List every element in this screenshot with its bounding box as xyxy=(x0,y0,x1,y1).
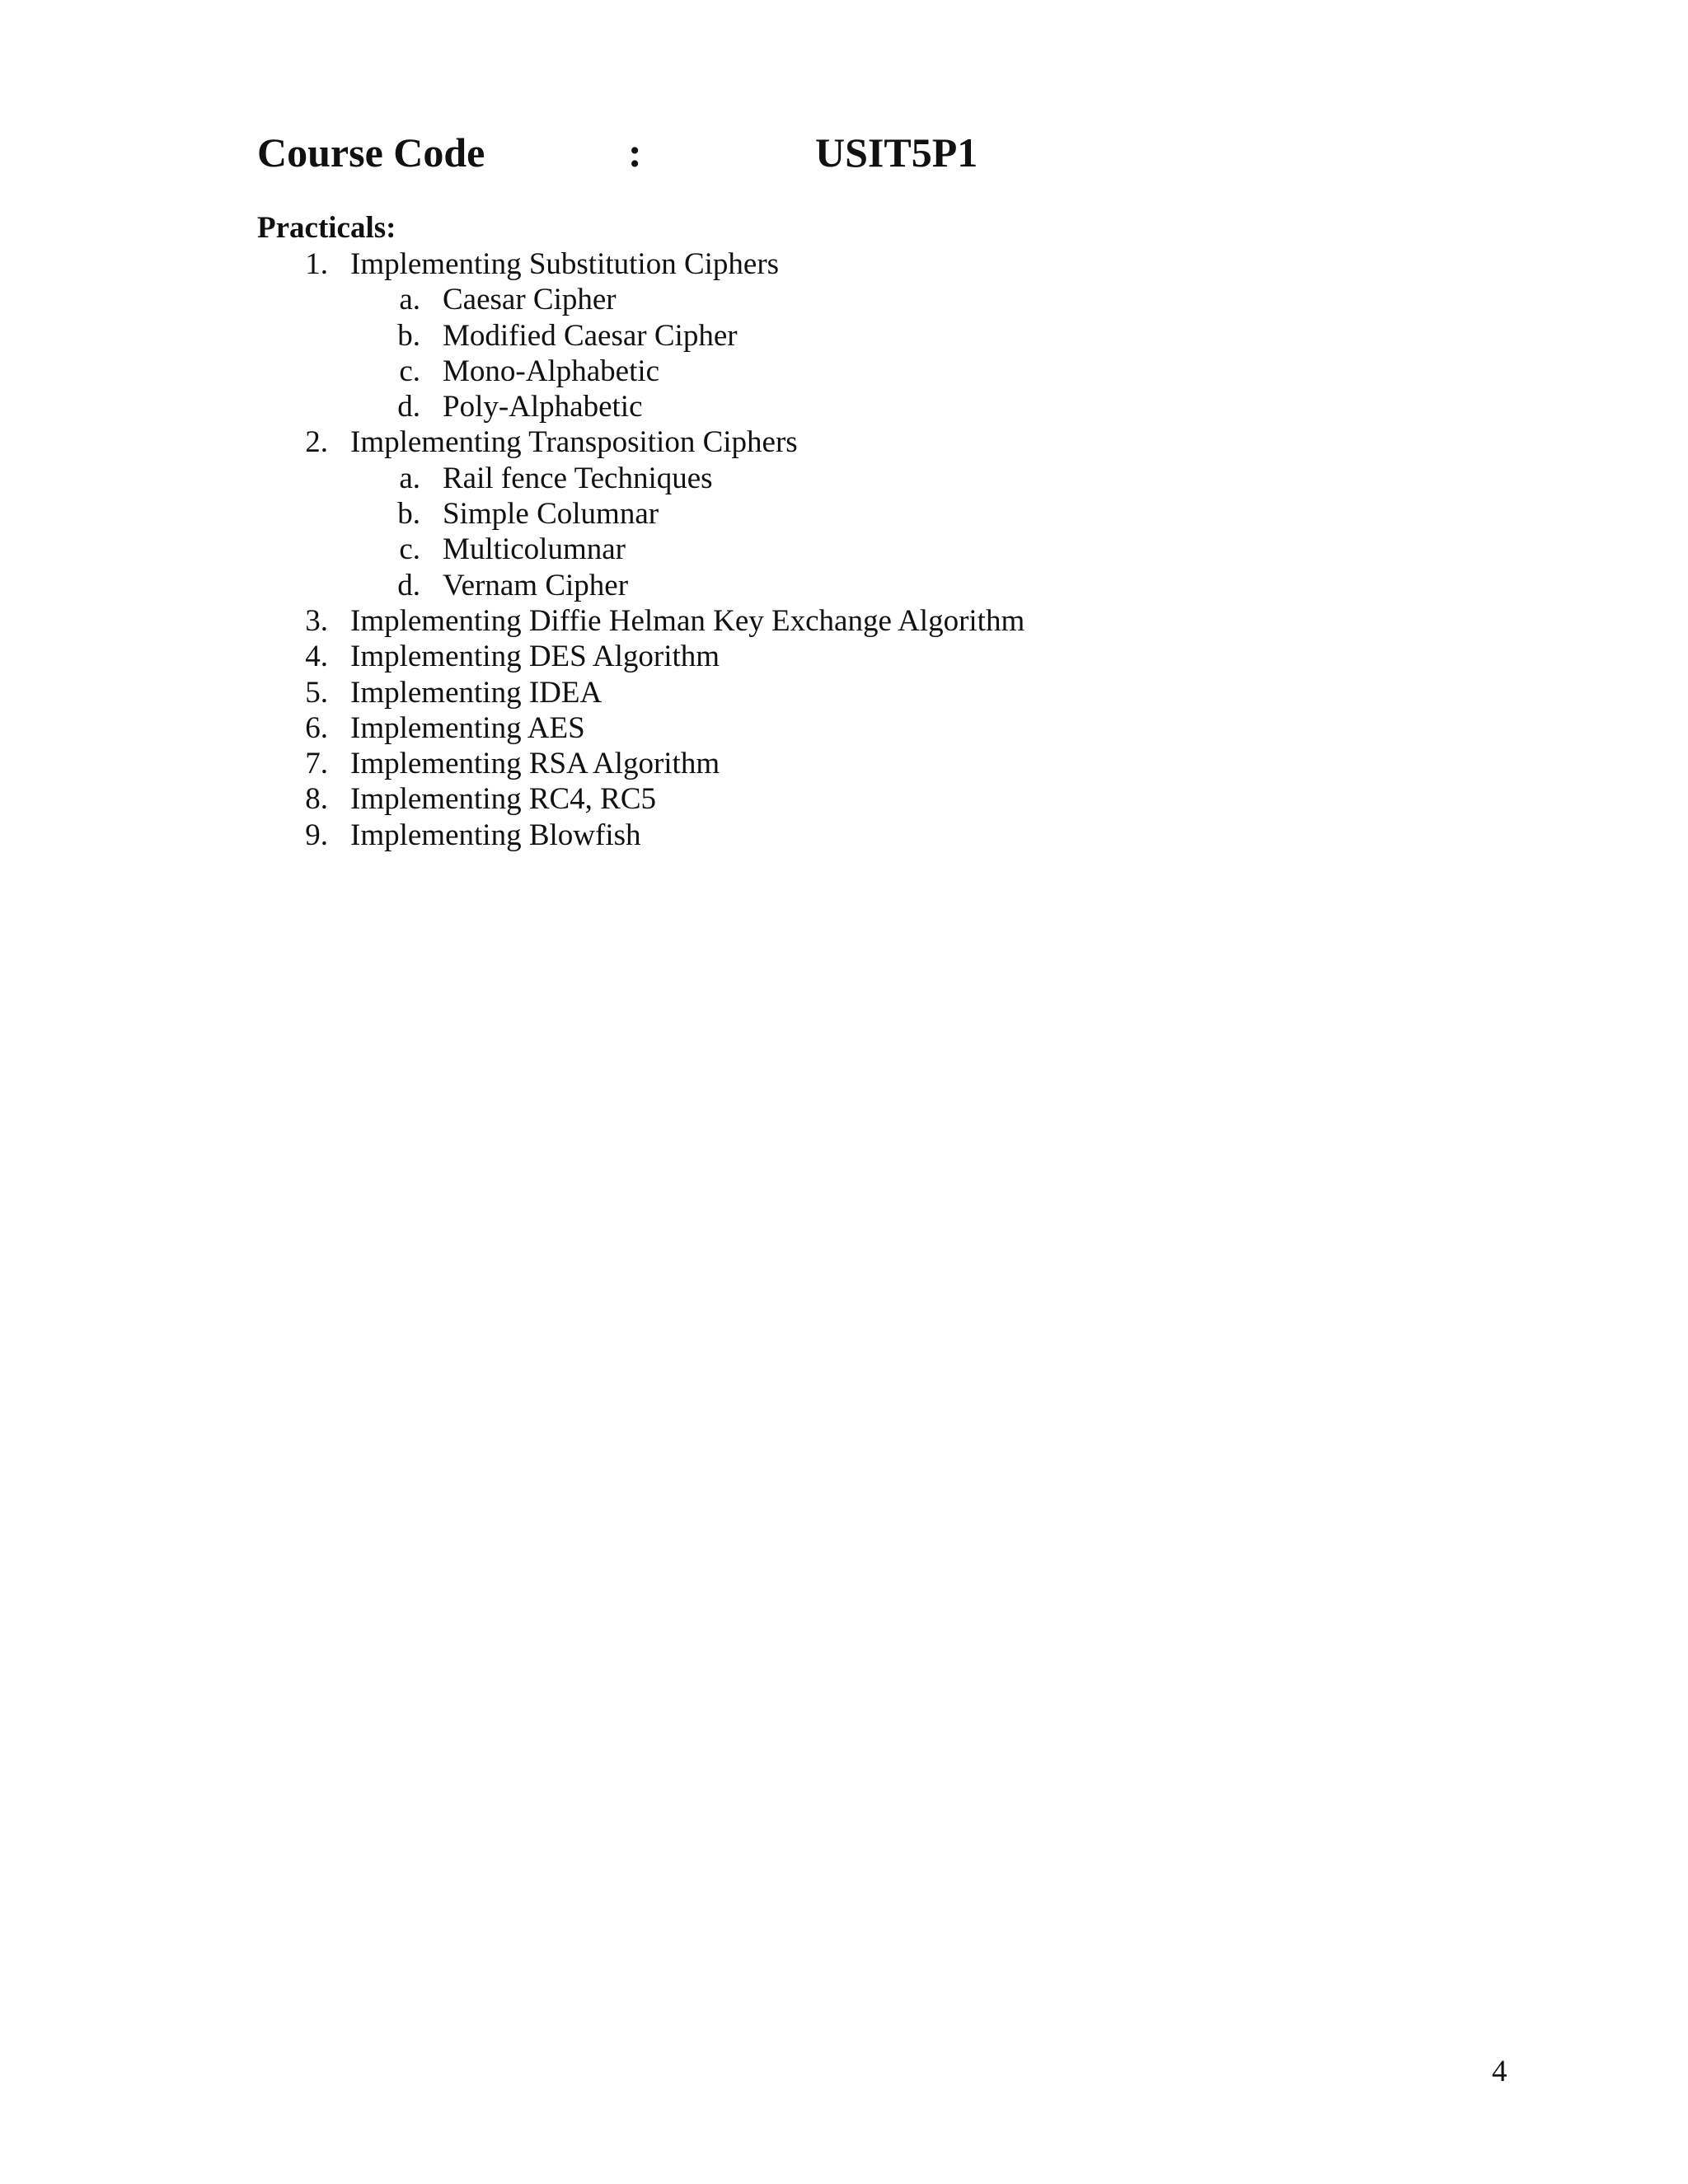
sub-list-item-text: Vernam Cipher xyxy=(443,568,629,602)
sub-list-item xyxy=(0,532,1688,567)
sub-list-item xyxy=(0,568,1688,603)
list-item-text: Implementing IDEA xyxy=(350,675,603,710)
list-item xyxy=(0,746,1688,781)
list-item-text: Implementing RSA Algorithm xyxy=(350,747,720,781)
list-item-text: Implementing Transposition Ciphers xyxy=(350,425,798,460)
sub-list-item xyxy=(0,354,1688,389)
practicals-heading: Practicals: xyxy=(257,211,396,245)
sub-list-item-text: Caesar Cipher xyxy=(443,283,617,317)
sub-list-item-text: Simple Columnar xyxy=(443,497,659,532)
course-code-value: USIT5P1 xyxy=(815,129,978,176)
list-item xyxy=(0,818,1688,853)
sub-list-item-text: Poly-Alphabetic xyxy=(443,390,643,424)
course-code-colon: : xyxy=(628,129,642,176)
list-item xyxy=(0,710,1688,746)
sub-list-item-letter: a. xyxy=(399,461,420,495)
sub-list-item-text: Multicolumnar xyxy=(443,532,626,567)
sub-list-item xyxy=(0,318,1688,354)
list-item-number: 8. xyxy=(305,782,328,817)
sub-list-item-letter: c. xyxy=(399,532,420,567)
list-item-number: 5. xyxy=(305,675,328,710)
list-item-text: Implementing Blowfish xyxy=(350,818,641,852)
practicals-list xyxy=(0,246,1688,853)
list-item xyxy=(0,781,1688,817)
list-item-text: Implementing Diffie Helman Key Exchange Algorithm xyxy=(350,603,1025,638)
list-item-text: Implementing Substitution Ciphers xyxy=(350,247,780,281)
list-item xyxy=(0,246,1688,282)
sub-list-item-text: Rail fence Techniques xyxy=(443,461,713,495)
list-item-number: 3. xyxy=(305,603,328,638)
list-item xyxy=(0,603,1688,639)
sub-list-item xyxy=(0,389,1688,424)
sub-list-item-text: Modified Caesar Cipher xyxy=(443,318,738,353)
course-code-label: Course Code xyxy=(257,129,485,176)
list-item-text: Implementing RC4, RC5 xyxy=(350,782,657,817)
list-item-text: Implementing DES Algorithm xyxy=(350,640,720,674)
page-number: 4 xyxy=(1492,2055,1507,2088)
list-item-number: 2. xyxy=(305,425,328,460)
list-item-number: 4. xyxy=(305,640,328,674)
sub-list-item-text: Mono-Alphabetic xyxy=(443,354,660,388)
sub-list-item xyxy=(0,461,1688,496)
list-item xyxy=(0,639,1688,674)
sub-list-item-letter: c. xyxy=(399,354,420,388)
list-item xyxy=(0,424,1688,460)
course-code-row xyxy=(257,124,1081,181)
list-item-number: 9. xyxy=(305,818,328,852)
list-item-number: 1. xyxy=(305,247,328,281)
list-item-number: 6. xyxy=(305,710,328,745)
sub-list-item-letter: b. xyxy=(397,497,420,532)
list-item-text: Implementing AES xyxy=(350,710,585,745)
sub-list-item xyxy=(0,282,1688,317)
sub-list-item-letter: d. xyxy=(397,568,420,602)
list-item-number: 7. xyxy=(305,747,328,781)
sub-list-item-letter: a. xyxy=(399,283,420,317)
sub-list-item xyxy=(0,496,1688,532)
sub-list-item-letter: b. xyxy=(397,318,420,353)
sub-list-item-letter: d. xyxy=(397,390,420,424)
list-item xyxy=(0,675,1688,710)
